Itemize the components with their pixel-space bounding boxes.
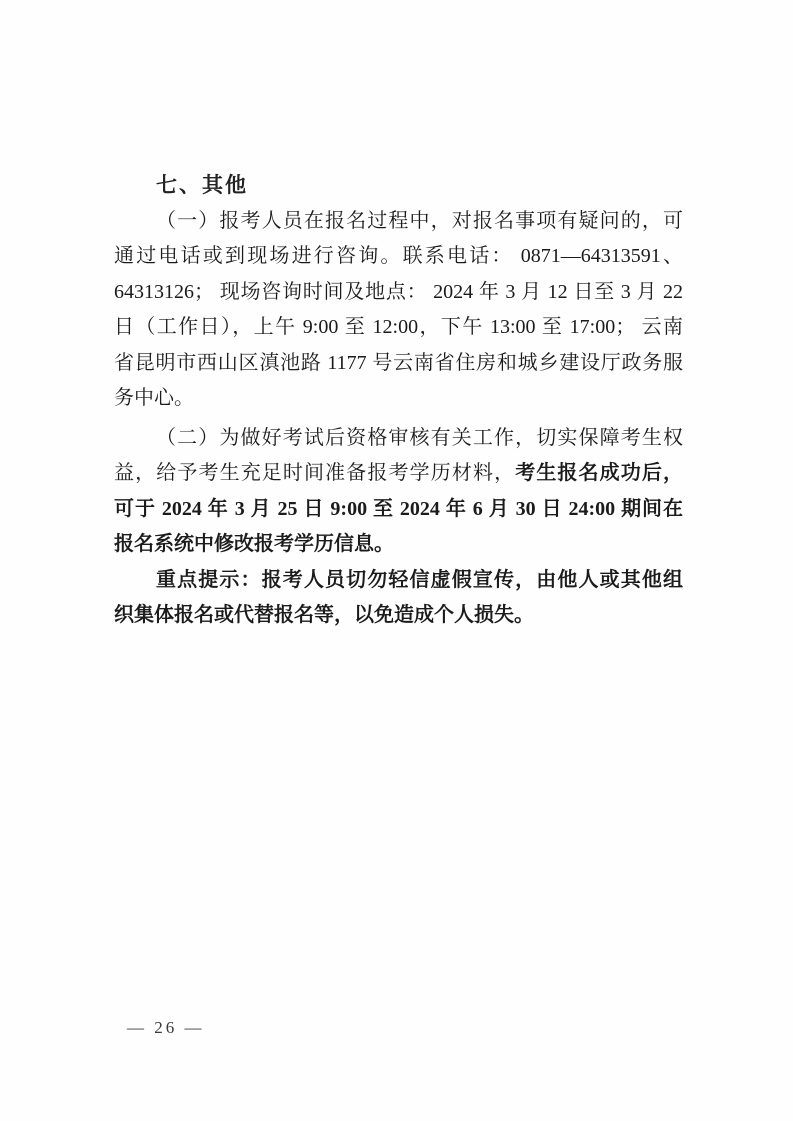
text-line xyxy=(114,456,683,492)
text-segment: 益，给予考生充足时间准备报考学历材料， xyxy=(114,462,516,484)
text-segment-bold: 考生报名成功后， xyxy=(515,462,683,484)
text-line: 务中心。 xyxy=(114,387,194,409)
page-number: — 26 — xyxy=(127,1018,205,1037)
text-line: 通过电话或到现场进行咨询。联系电话： 0871—64313591、 xyxy=(114,245,683,267)
text-line: 日（工作日），上午 9:00 至 12:00，下午 13:00 至 17:00； 云南 xyxy=(114,316,683,338)
text-line: 省昆明市西山区滇池路 1177 号云南省住房和城乡建设厅政务服 xyxy=(114,351,683,374)
paragraph-qualification-review xyxy=(114,421,683,563)
text-line: 64313126； 现场咨询时间及地点： 2024 年 3 月 12 日至 3 月 22 xyxy=(114,280,683,303)
paragraph-contact-info xyxy=(114,204,683,417)
text-line: （一）报考人员在报名过程中，对报名事项有疑问的，可 xyxy=(156,209,683,232)
text-line: 织集体报名或代替报名等，以免造成个人损失。 xyxy=(114,604,534,626)
paragraph-important-notice xyxy=(114,563,683,634)
document-body xyxy=(114,168,683,634)
section-heading: 七、其他 xyxy=(156,174,248,197)
text-line: 可于 2024 年 3 月 25 日 9:00 至 2024 年 6 月 30 日 24:00 期间在 xyxy=(114,497,683,520)
text-line: 重点提示：报考人员切勿轻信虚假宣传，由他人或其他组 xyxy=(156,568,683,591)
text-line: （二）为做好考试后资格审核有关工作，切实保障考生权 xyxy=(156,426,683,449)
text-line: 报名系统中修改报考学历信息。 xyxy=(114,533,394,555)
